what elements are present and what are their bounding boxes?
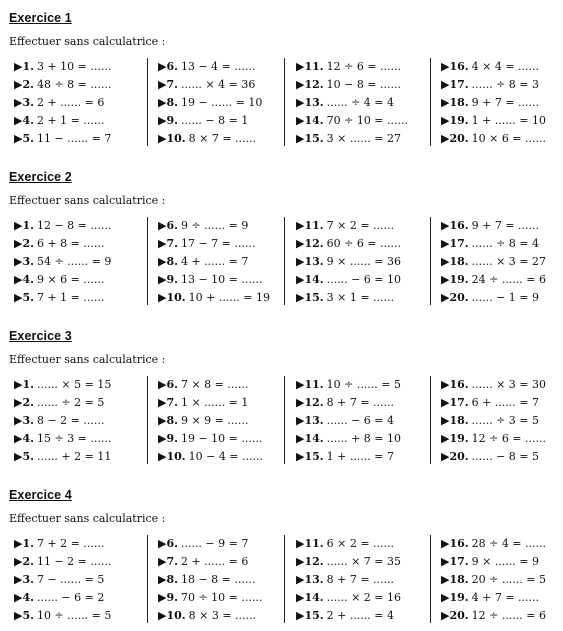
problem-column — [14, 58, 144, 146]
problem-column — [296, 376, 426, 464]
problem-number: ▶7. — [158, 78, 178, 91]
problem-item — [158, 607, 256, 625]
problem-expression: ...... ÷ 8 = 3 — [471, 78, 540, 91]
exercise-instruction: Effectuer sans calculatrice : — [9, 194, 166, 207]
problem-item — [441, 376, 546, 394]
problem-expression: ...... × 5 = 15 — [36, 378, 112, 391]
problem-number: ▶19. — [441, 114, 469, 127]
problem-number: ▶9. — [158, 114, 178, 127]
problem-item — [158, 394, 248, 412]
problem-column — [441, 58, 563, 146]
problem-expression: ...... ÷ 4 = 4 — [326, 96, 395, 109]
problem-column — [14, 376, 144, 464]
problem-expression: 10 × 6 = ...... — [471, 132, 547, 145]
problem-column — [158, 376, 288, 464]
problem-item — [296, 571, 394, 589]
problem-column — [296, 217, 426, 305]
problem-item — [296, 448, 394, 466]
problem-item — [14, 253, 111, 271]
problem-expression: 4 + 7 = ...... — [471, 591, 540, 604]
problem-expression: 4 + ...... = 7 — [180, 255, 249, 268]
exercise-grid — [0, 535, 563, 623]
problem-item — [158, 76, 255, 94]
problem-expression: 6 + 8 = ...... — [36, 237, 105, 250]
problem-item — [158, 589, 262, 607]
problem-number: ▶14. — [296, 273, 324, 286]
problem-expression: 48 ÷ 8 = ...... — [36, 78, 112, 91]
problem-item — [14, 217, 111, 235]
problem-item — [158, 217, 248, 235]
problem-expression: 24 ÷ ...... = 6 — [471, 273, 547, 286]
problem-expression: 10 − 8 = ...... — [326, 78, 402, 91]
problem-number: ▶9. — [158, 591, 178, 604]
column-divider — [147, 376, 148, 464]
problem-number: ▶12. — [296, 396, 324, 409]
problem-number: ▶4. — [14, 591, 34, 604]
problem-expression: 70 ÷ 10 = ...... — [326, 114, 409, 127]
problem-number: ▶13. — [296, 414, 324, 427]
problem-number: ▶3. — [14, 414, 34, 427]
problem-item — [158, 412, 248, 430]
problem-number: ▶11. — [296, 60, 324, 73]
problem-item — [441, 235, 539, 253]
column-divider — [430, 217, 431, 305]
problem-expression: 10 + ...... = 19 — [188, 291, 271, 304]
problem-item — [296, 289, 394, 307]
exercise-section — [0, 11, 563, 151]
problem-item — [441, 589, 539, 607]
problem-expression: ...... × 7 = 35 — [326, 555, 402, 568]
problem-item — [158, 271, 262, 289]
problem-expression: 10 ÷ ...... = 5 — [326, 378, 402, 391]
problem-expression: 4 × 4 = ...... — [471, 60, 540, 73]
problem-expression: 2 + ...... = 6 — [36, 96, 105, 109]
problem-item — [441, 553, 539, 571]
problem-column — [158, 535, 288, 623]
problem-column — [14, 535, 144, 623]
problem-expression: 2 + ...... = 4 — [326, 609, 395, 622]
problem-expression: ...... − 6 = 4 — [326, 414, 395, 427]
problem-expression: 8 − 2 = ...... — [36, 414, 105, 427]
problem-number: ▶5. — [14, 132, 34, 145]
exercise-title: Exercice 2 — [9, 170, 72, 184]
problem-number: ▶4. — [14, 273, 34, 286]
problem-expression: ...... − 8 = 1 — [180, 114, 249, 127]
problem-item — [441, 607, 546, 625]
problem-column — [14, 217, 144, 305]
problem-number: ▶5. — [14, 450, 34, 463]
problem-item — [296, 58, 401, 76]
problem-item — [441, 217, 539, 235]
problem-expression: ...... ÷ 2 = 5 — [36, 396, 105, 409]
problem-expression: 6 × 2 = ...... — [326, 537, 395, 550]
problem-number: ▶18. — [441, 573, 469, 586]
problem-column — [158, 58, 288, 146]
problem-item — [441, 112, 546, 130]
problem-number: ▶19. — [441, 591, 469, 604]
problem-item — [158, 553, 248, 571]
problem-item — [158, 112, 248, 130]
problem-expression: 60 ÷ 6 = ...... — [326, 237, 402, 250]
problem-number: ▶6. — [158, 537, 178, 550]
problem-item — [296, 235, 401, 253]
problem-expression: 8 + 7 = ...... — [326, 573, 395, 586]
problem-item — [158, 535, 248, 553]
problem-number: ▶10. — [158, 132, 186, 145]
problem-item — [14, 571, 104, 589]
problem-item — [441, 130, 546, 148]
problem-item — [296, 535, 394, 553]
problem-number: ▶15. — [296, 609, 324, 622]
problem-number: ▶3. — [14, 255, 34, 268]
problem-item — [296, 607, 394, 625]
problem-item — [14, 448, 111, 466]
problem-expression: 9 + 7 = ...... — [471, 96, 540, 109]
problem-item — [14, 94, 104, 112]
problem-item — [296, 130, 401, 148]
problem-item — [296, 430, 401, 448]
problem-expression: 1 + ...... = 10 — [471, 114, 547, 127]
problem-item — [14, 130, 111, 148]
problem-number: ▶3. — [14, 573, 34, 586]
problem-column — [158, 217, 288, 305]
problem-expression: 7 × 2 = ...... — [326, 219, 395, 232]
problem-number: ▶9. — [158, 432, 178, 445]
problem-expression: 9 + 7 = ...... — [471, 219, 540, 232]
problem-expression: 12 − 8 = ...... — [36, 219, 112, 232]
problem-number: ▶11. — [296, 378, 324, 391]
problem-number: ▶9. — [158, 273, 178, 286]
problem-expression: ...... × 3 = 27 — [471, 255, 547, 268]
problem-item — [158, 58, 255, 76]
problem-number: ▶17. — [441, 396, 469, 409]
problem-expression: 8 × 3 = ...... — [188, 609, 257, 622]
problem-expression: ...... − 9 = 7 — [180, 537, 249, 550]
problem-number: ▶16. — [441, 537, 469, 550]
problem-number: ▶1. — [14, 60, 34, 73]
problem-expression: 8 + 7 = ...... — [326, 396, 395, 409]
exercise-section — [0, 488, 563, 628]
problem-expression: 18 − 8 = ...... — [180, 573, 256, 586]
problem-number: ▶12. — [296, 237, 324, 250]
problem-number: ▶19. — [441, 432, 469, 445]
problem-number: ▶13. — [296, 96, 324, 109]
exercise-section — [0, 329, 563, 469]
problem-number: ▶15. — [296, 132, 324, 145]
problem-item — [296, 412, 394, 430]
problem-expression: 9 × 9 = ...... — [180, 414, 249, 427]
exercise-grid — [0, 376, 563, 464]
problem-expression: ...... ÷ 3 = 5 — [471, 414, 540, 427]
problem-expression: 15 ÷ 3 = ...... — [36, 432, 112, 445]
problem-number: ▶7. — [158, 555, 178, 568]
problem-item — [296, 94, 394, 112]
problem-expression: 2 + ...... = 6 — [180, 555, 249, 568]
problem-number: ▶12. — [296, 555, 324, 568]
problem-expression: 9 × ...... = 9 — [471, 555, 540, 568]
problem-number: ▶6. — [158, 219, 178, 232]
problem-item — [441, 412, 539, 430]
problem-number: ▶20. — [441, 291, 469, 304]
problem-expression: ...... + 8 = 10 — [326, 432, 402, 445]
problem-column — [296, 58, 426, 146]
problem-number: ▶19. — [441, 273, 469, 286]
problem-number: ▶14. — [296, 591, 324, 604]
problem-number: ▶1. — [14, 378, 34, 391]
problem-column — [441, 535, 563, 623]
problem-number: ▶10. — [158, 291, 186, 304]
problem-expression: 12 ÷ ...... = 6 — [471, 609, 547, 622]
problem-expression: ...... × 4 = 36 — [180, 78, 256, 91]
problem-item — [14, 289, 104, 307]
problem-item — [441, 76, 539, 94]
exercise-grid — [0, 58, 563, 146]
problem-item — [14, 553, 111, 571]
problem-item — [441, 271, 546, 289]
problem-item — [14, 430, 111, 448]
problem-item — [14, 589, 104, 607]
problem-item — [158, 289, 270, 307]
problem-expression: 2 + 1 = ...... — [36, 114, 105, 127]
problem-number: ▶18. — [441, 414, 469, 427]
problem-number: ▶7. — [158, 237, 178, 250]
problem-expression: 7 + 2 = ...... — [36, 537, 105, 550]
problem-number: ▶6. — [158, 378, 178, 391]
problem-expression: ...... × 3 = 30 — [471, 378, 547, 391]
column-divider — [430, 376, 431, 464]
problem-expression: ...... + 2 = 11 — [36, 450, 112, 463]
problem-number: ▶15. — [296, 450, 324, 463]
problem-item — [14, 394, 104, 412]
problem-expression: ...... × 2 = 16 — [326, 591, 402, 604]
problem-number: ▶16. — [441, 60, 469, 73]
problem-number: ▶10. — [158, 609, 186, 622]
problem-number: ▶7. — [158, 396, 178, 409]
problem-number: ▶11. — [296, 537, 324, 550]
problem-item — [296, 112, 408, 130]
problem-number: ▶8. — [158, 96, 178, 109]
problem-expression: ...... − 6 = 10 — [326, 273, 402, 286]
exercise-instruction: Effectuer sans calculatrice : — [9, 35, 166, 48]
problem-expression: 3 × ...... = 27 — [326, 132, 402, 145]
problem-number: ▶13. — [296, 255, 324, 268]
problem-number: ▶2. — [14, 555, 34, 568]
problem-number: ▶20. — [441, 450, 469, 463]
problem-expression: 17 − 7 = ...... — [180, 237, 256, 250]
problem-column — [441, 376, 563, 464]
problem-number: ▶14. — [296, 114, 324, 127]
problem-expression: 13 − 10 = ...... — [180, 273, 263, 286]
problem-number: ▶2. — [14, 396, 34, 409]
exercise-title: Exercice 1 — [9, 11, 72, 25]
problem-expression: 6 + ...... = 7 — [471, 396, 540, 409]
problem-number: ▶3. — [14, 96, 34, 109]
problem-number: ▶11. — [296, 219, 324, 232]
column-divider — [147, 217, 148, 305]
problem-expression: 12 ÷ 6 = ...... — [326, 60, 402, 73]
problem-number: ▶8. — [158, 255, 178, 268]
problem-expression: 19 − ...... = 10 — [180, 96, 263, 109]
problem-item — [158, 376, 248, 394]
problem-item — [441, 253, 546, 271]
problem-number: ▶18. — [441, 96, 469, 109]
column-divider — [430, 58, 431, 146]
problem-number: ▶20. — [441, 132, 469, 145]
problem-expression: 20 ÷ ...... = 5 — [471, 573, 547, 586]
problem-item — [441, 289, 539, 307]
problem-item — [158, 571, 255, 589]
problem-item — [14, 76, 111, 94]
problem-expression: 7 − ...... = 5 — [36, 573, 105, 586]
problem-number: ▶6. — [158, 60, 178, 73]
problem-item — [14, 535, 104, 553]
problem-expression: ...... − 6 = 2 — [36, 591, 105, 604]
problem-expression: 12 ÷ 6 = ...... — [471, 432, 547, 445]
problem-number: ▶12. — [296, 78, 324, 91]
exercise-title: Exercice 4 — [9, 488, 72, 502]
problem-number: ▶4. — [14, 114, 34, 127]
problem-expression: 10 ÷ ...... = 5 — [36, 609, 112, 622]
problem-expression: 19 − 10 = ...... — [180, 432, 263, 445]
problem-item — [158, 235, 255, 253]
problem-item — [441, 448, 539, 466]
problem-expression: 9 × 6 = ...... — [36, 273, 105, 286]
problem-column — [441, 217, 563, 305]
problem-item — [14, 271, 104, 289]
problem-number: ▶13. — [296, 573, 324, 586]
problem-number: ▶5. — [14, 609, 34, 622]
problem-item — [14, 607, 111, 625]
problem-expression: 9 ÷ ...... = 9 — [180, 219, 249, 232]
problem-expression: 11 − 2 = ...... — [36, 555, 112, 568]
column-divider — [147, 58, 148, 146]
problem-number: ▶1. — [14, 537, 34, 550]
problem-item — [296, 271, 401, 289]
problem-item — [441, 535, 546, 553]
problem-item — [158, 130, 256, 148]
problem-number: ▶17. — [441, 78, 469, 91]
problem-expression: 28 ÷ 4 = ...... — [471, 537, 547, 550]
problem-expression: 13 − 4 = ...... — [180, 60, 256, 73]
problem-expression: 10 − 4 = ...... — [188, 450, 264, 463]
problem-item — [14, 412, 104, 430]
problem-item — [14, 112, 104, 130]
problem-number: ▶20. — [441, 609, 469, 622]
problem-item — [296, 376, 401, 394]
problem-number: ▶5. — [14, 291, 34, 304]
problem-number: ▶16. — [441, 378, 469, 391]
problem-item — [158, 94, 262, 112]
problem-item — [296, 589, 401, 607]
problem-expression: ...... − 8 = 5 — [471, 450, 540, 463]
problem-item — [441, 394, 539, 412]
problem-item — [441, 58, 539, 76]
problem-item — [296, 553, 401, 571]
problem-item — [14, 58, 111, 76]
problem-expression: 11 − ...... = 7 — [36, 132, 112, 145]
problem-number: ▶16. — [441, 219, 469, 232]
problem-item — [296, 394, 394, 412]
exercise-title: Exercice 3 — [9, 329, 72, 343]
problem-number: ▶17. — [441, 555, 469, 568]
problem-number: ▶14. — [296, 432, 324, 445]
problem-item — [441, 430, 546, 448]
problem-expression: 1 × ...... = 1 — [180, 396, 249, 409]
problem-number: ▶15. — [296, 291, 324, 304]
problem-number: ▶1. — [14, 219, 34, 232]
problem-expression: 7 × 8 = ...... — [180, 378, 249, 391]
problem-expression: ...... ÷ 8 = 4 — [471, 237, 540, 250]
problem-item — [158, 253, 248, 271]
problem-expression: 3 × 1 = ...... — [326, 291, 395, 304]
problem-item — [14, 235, 104, 253]
problem-item — [441, 94, 539, 112]
problem-number: ▶17. — [441, 237, 469, 250]
problem-expression: 70 ÷ 10 = ...... — [180, 591, 263, 604]
problem-number: ▶8. — [158, 414, 178, 427]
problem-number: ▶2. — [14, 237, 34, 250]
column-divider — [430, 535, 431, 623]
problem-item — [296, 253, 401, 271]
problem-expression: 1 + ...... = 7 — [326, 450, 395, 463]
problem-number: ▶4. — [14, 432, 34, 445]
problem-expression: 8 × 7 = ...... — [188, 132, 257, 145]
problem-item — [158, 448, 263, 466]
problem-expression: ...... − 1 = 9 — [471, 291, 540, 304]
exercise-grid — [0, 217, 563, 305]
problem-item — [441, 571, 546, 589]
problem-expression: 3 + 10 = ...... — [36, 60, 112, 73]
problem-item — [14, 376, 111, 394]
problem-item — [296, 217, 394, 235]
problem-number: ▶8. — [158, 573, 178, 586]
problem-number: ▶18. — [441, 255, 469, 268]
problem-expression: 54 ÷ ...... = 9 — [36, 255, 112, 268]
problem-item — [296, 76, 401, 94]
problem-number: ▶10. — [158, 450, 186, 463]
exercise-instruction: Effectuer sans calculatrice : — [9, 512, 166, 525]
exercise-instruction: Effectuer sans calculatrice : — [9, 353, 166, 366]
problem-column — [296, 535, 426, 623]
problem-item — [158, 430, 262, 448]
problem-expression: 7 + 1 = ...... — [36, 291, 105, 304]
exercise-section — [0, 170, 563, 310]
column-divider — [147, 535, 148, 623]
problem-number: ▶2. — [14, 78, 34, 91]
problem-expression: 9 × ...... = 36 — [326, 255, 402, 268]
